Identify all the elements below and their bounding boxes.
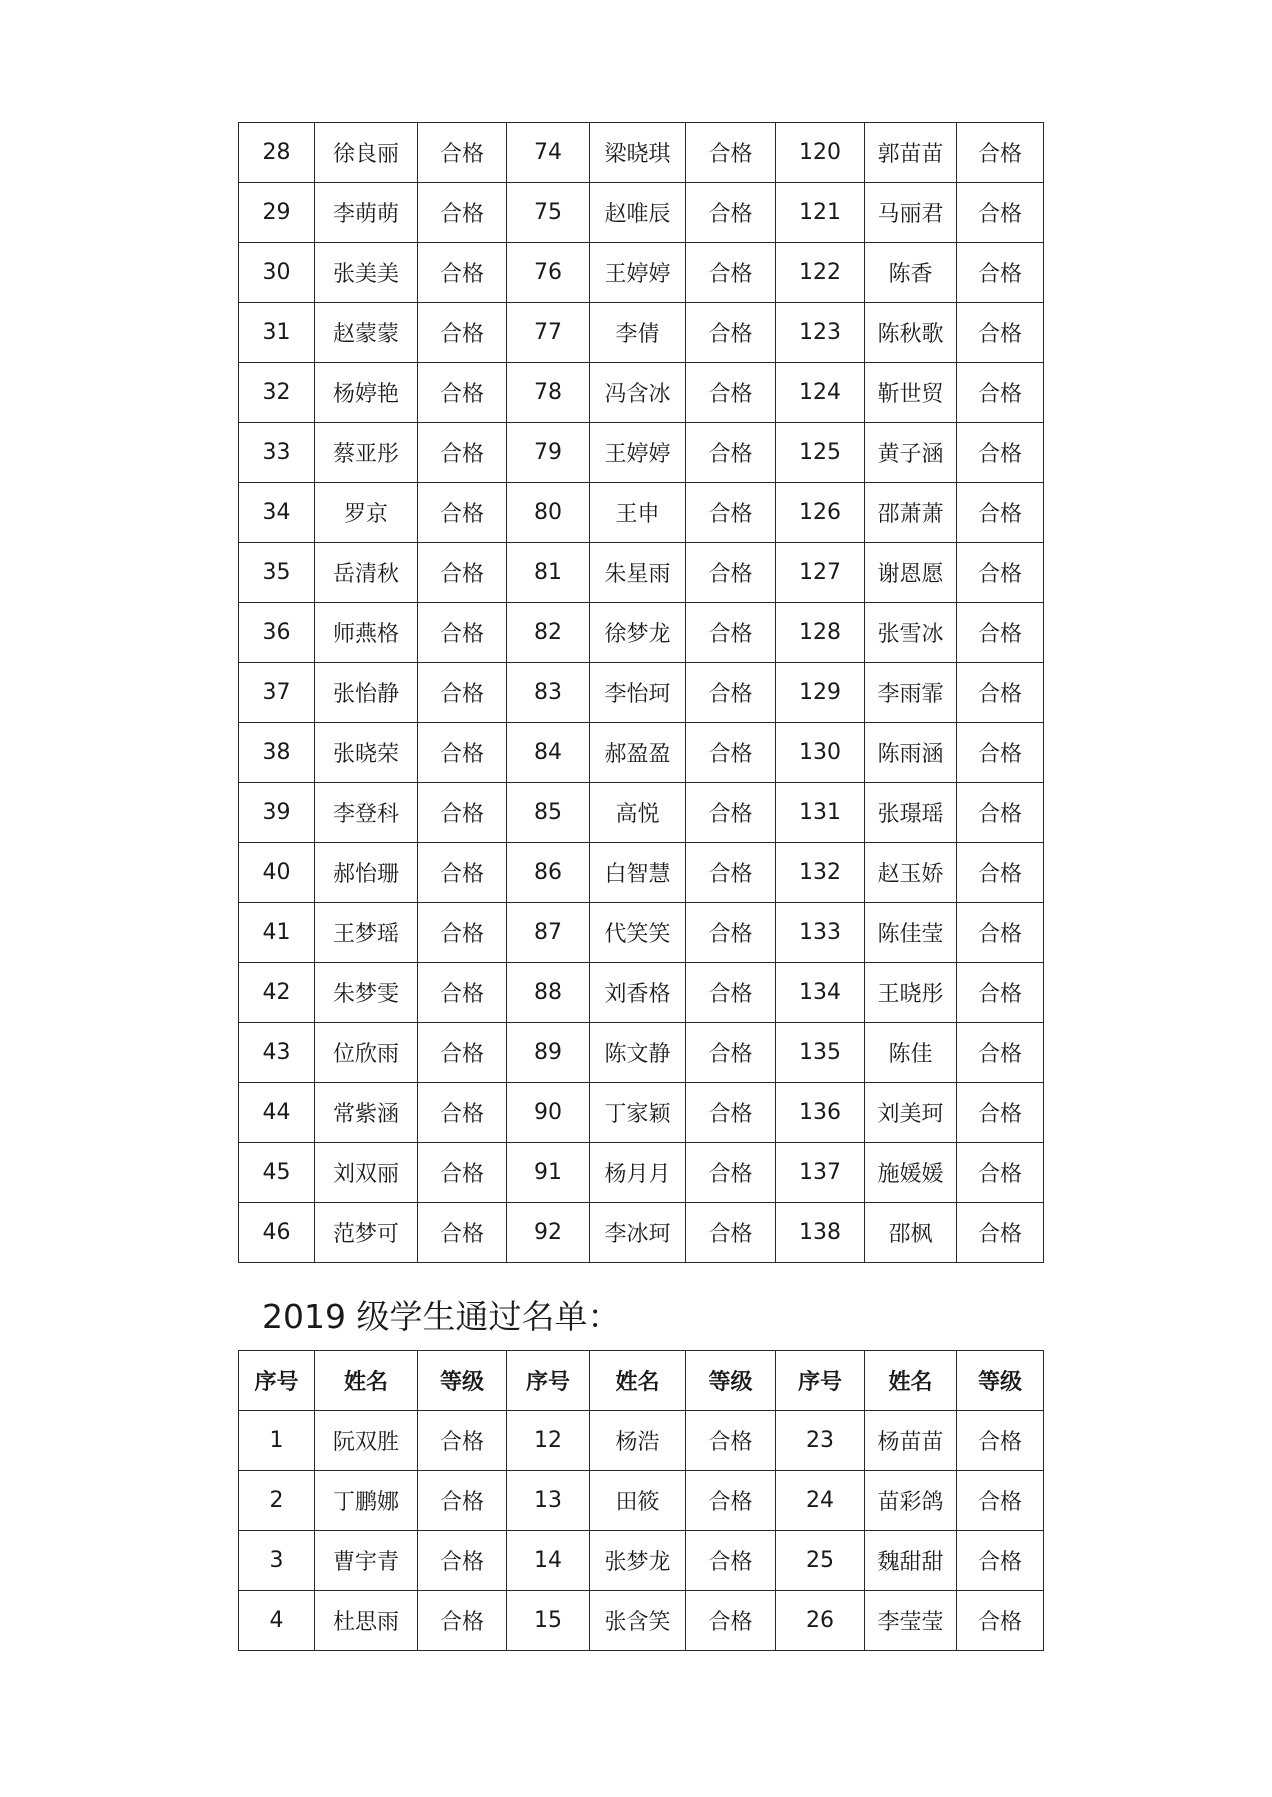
grade-cell: 合格 [686, 1411, 776, 1471]
table-row [239, 303, 1044, 363]
serial-number-cell: 30 [239, 243, 315, 303]
grade-cell: 合格 [418, 483, 507, 543]
grade-cell: 合格 [418, 423, 507, 483]
header-cell: 序号 [776, 1351, 865, 1411]
name-cell: 杜思雨 [315, 1591, 418, 1651]
grade-cell: 合格 [957, 543, 1044, 603]
grade-cell: 合格 [957, 1143, 1044, 1203]
name-cell: 张含笑 [590, 1591, 686, 1651]
serial-number-cell: 44 [239, 1083, 315, 1143]
grade-cell: 合格 [686, 1471, 776, 1531]
name-cell: 冯含冰 [590, 363, 686, 423]
name-cell: 陈佳 [865, 1023, 957, 1083]
grade-cell: 合格 [686, 483, 776, 543]
grade-cell: 合格 [686, 663, 776, 723]
table-row [239, 1471, 1044, 1531]
serial-number-cell: 4 [239, 1591, 315, 1651]
table-row [239, 603, 1044, 663]
name-cell: 张璟瑶 [865, 783, 957, 843]
grade-cell: 合格 [418, 783, 507, 843]
grade-cell: 合格 [686, 543, 776, 603]
name-cell: 李萌萌 [315, 183, 418, 243]
serial-number-cell: 25 [776, 1531, 865, 1591]
name-cell: 靳世贸 [865, 363, 957, 423]
name-cell: 王申 [590, 483, 686, 543]
grade-cell: 合格 [418, 1471, 507, 1531]
grade-cell: 合格 [418, 1023, 507, 1083]
grade-cell: 合格 [957, 123, 1044, 183]
table-row [239, 1023, 1044, 1083]
grade-cell: 合格 [686, 243, 776, 303]
header-cell: 姓名 [865, 1351, 957, 1411]
name-cell: 陈佳莹 [865, 903, 957, 963]
table-row [239, 903, 1044, 963]
name-cell: 丁鹏娜 [315, 1471, 418, 1531]
name-cell: 田筱 [590, 1471, 686, 1531]
serial-number-cell: 41 [239, 903, 315, 963]
table-row [239, 843, 1044, 903]
grade-cell: 合格 [418, 1203, 507, 1263]
serial-number-cell: 90 [507, 1083, 590, 1143]
name-cell: 高悦 [590, 783, 686, 843]
grade-cell: 合格 [957, 1411, 1044, 1471]
name-cell: 丁家颖 [590, 1083, 686, 1143]
table-row [239, 423, 1044, 483]
name-cell: 张晓荣 [315, 723, 418, 783]
grade-cell: 合格 [957, 903, 1044, 963]
serial-number-cell: 128 [776, 603, 865, 663]
serial-number-cell: 83 [507, 663, 590, 723]
name-cell: 王梦瑶 [315, 903, 418, 963]
serial-number-cell: 12 [507, 1411, 590, 1471]
serial-number-cell: 43 [239, 1023, 315, 1083]
grade-cell: 合格 [686, 723, 776, 783]
grade-cell: 合格 [686, 183, 776, 243]
serial-number-cell: 127 [776, 543, 865, 603]
grade-cell: 合格 [418, 603, 507, 663]
serial-number-cell: 121 [776, 183, 865, 243]
serial-number-cell: 137 [776, 1143, 865, 1203]
grade-cell: 合格 [418, 1411, 507, 1471]
grade-cell: 合格 [686, 783, 776, 843]
name-cell: 刘美珂 [865, 1083, 957, 1143]
serial-number-cell: 91 [507, 1143, 590, 1203]
name-cell: 徐梦龙 [590, 603, 686, 663]
name-cell: 李登科 [315, 783, 418, 843]
name-cell: 魏甜甜 [865, 1531, 957, 1591]
name-cell: 位欣雨 [315, 1023, 418, 1083]
name-cell: 陈秋歌 [865, 303, 957, 363]
serial-number-cell: 134 [776, 963, 865, 1023]
serial-number-cell: 131 [776, 783, 865, 843]
serial-number-cell: 122 [776, 243, 865, 303]
grade-cell: 合格 [418, 723, 507, 783]
grade-cell: 合格 [686, 303, 776, 363]
serial-number-cell: 1 [239, 1411, 315, 1471]
grade-cell: 合格 [418, 303, 507, 363]
name-cell: 郝盈盈 [590, 723, 686, 783]
table-row [239, 123, 1044, 183]
name-cell: 梁晓琪 [590, 123, 686, 183]
name-cell: 赵玉娇 [865, 843, 957, 903]
header-cell: 姓名 [590, 1351, 686, 1411]
grade-cell: 合格 [686, 1531, 776, 1591]
table-row [239, 1591, 1044, 1651]
serial-number-cell: 88 [507, 963, 590, 1023]
serial-number-cell: 45 [239, 1143, 315, 1203]
grade-cell: 合格 [957, 723, 1044, 783]
name-cell: 施媛媛 [865, 1143, 957, 1203]
name-cell: 陈雨涵 [865, 723, 957, 783]
serial-number-cell: 129 [776, 663, 865, 723]
serial-number-cell: 36 [239, 603, 315, 663]
grade-cell: 合格 [418, 123, 507, 183]
serial-number-cell: 126 [776, 483, 865, 543]
name-cell: 朱梦雯 [315, 963, 418, 1023]
serial-number-cell: 2 [239, 1471, 315, 1531]
name-cell: 张雪冰 [865, 603, 957, 663]
grade-cell: 合格 [686, 1591, 776, 1651]
serial-number-cell: 42 [239, 963, 315, 1023]
grade-cell: 合格 [957, 303, 1044, 363]
table-header-row [239, 1351, 1044, 1411]
header-cell: 序号 [239, 1351, 315, 1411]
grade-cell: 合格 [418, 183, 507, 243]
table-row [239, 963, 1044, 1023]
grade-cell: 合格 [957, 363, 1044, 423]
name-cell: 阮双胜 [315, 1411, 418, 1471]
serial-number-cell: 26 [776, 1591, 865, 1651]
grade-cell: 合格 [686, 123, 776, 183]
grade-cell: 合格 [957, 783, 1044, 843]
grade-cell: 合格 [957, 483, 1044, 543]
serial-number-cell: 74 [507, 123, 590, 183]
name-cell: 朱星雨 [590, 543, 686, 603]
serial-number-cell: 77 [507, 303, 590, 363]
name-cell: 张怡静 [315, 663, 418, 723]
grade-cell: 合格 [686, 1203, 776, 1263]
header-cell: 姓名 [315, 1351, 418, 1411]
serial-number-cell: 79 [507, 423, 590, 483]
grade-cell: 合格 [957, 1591, 1044, 1651]
serial-number-cell: 39 [239, 783, 315, 843]
name-cell: 李雨霏 [865, 663, 957, 723]
grade-cell: 合格 [686, 963, 776, 1023]
serial-number-cell: 92 [507, 1203, 590, 1263]
serial-number-cell: 136 [776, 1083, 865, 1143]
grade-cell: 合格 [418, 843, 507, 903]
grade-cell: 合格 [686, 1143, 776, 1203]
serial-number-cell: 3 [239, 1531, 315, 1591]
serial-number-cell: 123 [776, 303, 865, 363]
name-cell: 邵萧萧 [865, 483, 957, 543]
table-row [239, 483, 1044, 543]
serial-number-cell: 33 [239, 423, 315, 483]
table-row [239, 363, 1044, 423]
grade-cell: 合格 [686, 903, 776, 963]
name-cell: 李冰珂 [590, 1203, 686, 1263]
header-cell: 序号 [507, 1351, 590, 1411]
serial-number-cell: 34 [239, 483, 315, 543]
serial-number-cell: 23 [776, 1411, 865, 1471]
serial-number-cell: 86 [507, 843, 590, 903]
serial-number-cell: 133 [776, 903, 865, 963]
pass-list-table-2019 [238, 1350, 1044, 1651]
name-cell: 陈文静 [590, 1023, 686, 1083]
table-row [239, 543, 1044, 603]
name-cell: 王婷婷 [590, 423, 686, 483]
serial-number-cell: 15 [507, 1591, 590, 1651]
grade-cell: 合格 [418, 1531, 507, 1591]
name-cell: 李怡珂 [590, 663, 686, 723]
name-cell: 杨月月 [590, 1143, 686, 1203]
grade-cell: 合格 [957, 1531, 1044, 1591]
table-row [239, 1531, 1044, 1591]
grade-cell: 合格 [418, 663, 507, 723]
grade-cell: 合格 [418, 363, 507, 423]
serial-number-cell: 32 [239, 363, 315, 423]
grade-cell: 合格 [686, 1023, 776, 1083]
serial-number-cell: 37 [239, 663, 315, 723]
serial-number-cell: 14 [507, 1531, 590, 1591]
name-cell: 徐良丽 [315, 123, 418, 183]
grade-cell: 合格 [418, 1591, 507, 1651]
header-cell: 等级 [686, 1351, 776, 1411]
grade-cell: 合格 [957, 423, 1044, 483]
table-row [239, 1083, 1044, 1143]
serial-number-cell: 124 [776, 363, 865, 423]
grade-cell: 合格 [957, 603, 1044, 663]
table-row [239, 723, 1044, 783]
name-cell: 谢恩愿 [865, 543, 957, 603]
grade-cell: 合格 [957, 1083, 1044, 1143]
header-cell: 等级 [418, 1351, 507, 1411]
serial-number-cell: 40 [239, 843, 315, 903]
serial-number-cell: 84 [507, 723, 590, 783]
serial-number-cell: 80 [507, 483, 590, 543]
name-cell: 曹宇青 [315, 1531, 418, 1591]
serial-number-cell: 31 [239, 303, 315, 363]
serial-number-cell: 35 [239, 543, 315, 603]
name-cell: 蔡亚彤 [315, 423, 418, 483]
name-cell: 杨婷艳 [315, 363, 418, 423]
name-cell: 岳清秋 [315, 543, 418, 603]
grade-cell: 合格 [686, 1083, 776, 1143]
name-cell: 郭苗苗 [865, 123, 957, 183]
serial-number-cell: 78 [507, 363, 590, 423]
grade-cell: 合格 [418, 1143, 507, 1203]
name-cell: 马丽君 [865, 183, 957, 243]
grade-cell: 合格 [686, 423, 776, 483]
name-cell: 李倩 [590, 303, 686, 363]
serial-number-cell: 89 [507, 1023, 590, 1083]
name-cell: 李莹莹 [865, 1591, 957, 1651]
name-cell: 赵唯辰 [590, 183, 686, 243]
pass-list-table-continued [238, 122, 1044, 1263]
name-cell: 罗京 [315, 483, 418, 543]
serial-number-cell: 38 [239, 723, 315, 783]
name-cell: 杨苗苗 [865, 1411, 957, 1471]
serial-number-cell: 24 [776, 1471, 865, 1531]
table-row [239, 783, 1044, 843]
grade-cell: 合格 [418, 903, 507, 963]
name-cell: 陈香 [865, 243, 957, 303]
serial-number-cell: 75 [507, 183, 590, 243]
grade-cell: 合格 [418, 1083, 507, 1143]
grade-cell: 合格 [957, 183, 1044, 243]
table-row [239, 1203, 1044, 1263]
section-title: 2019 级学生通过名单： [262, 1297, 621, 1336]
grade-cell: 合格 [957, 963, 1044, 1023]
serial-number-cell: 46 [239, 1203, 315, 1263]
serial-number-cell: 132 [776, 843, 865, 903]
serial-number-cell: 87 [507, 903, 590, 963]
name-cell: 王婷婷 [590, 243, 686, 303]
serial-number-cell: 28 [239, 123, 315, 183]
grade-cell: 合格 [957, 1203, 1044, 1263]
grade-cell: 合格 [957, 1471, 1044, 1531]
name-cell: 白智慧 [590, 843, 686, 903]
name-cell: 邵枫 [865, 1203, 957, 1263]
serial-number-cell: 130 [776, 723, 865, 783]
grade-cell: 合格 [957, 1023, 1044, 1083]
serial-number-cell: 76 [507, 243, 590, 303]
table-row [239, 1411, 1044, 1471]
name-cell: 刘香格 [590, 963, 686, 1023]
grade-cell: 合格 [686, 603, 776, 663]
name-cell: 师燕格 [315, 603, 418, 663]
name-cell: 郝怡珊 [315, 843, 418, 903]
name-cell: 张美美 [315, 243, 418, 303]
name-cell: 王晓彤 [865, 963, 957, 1023]
grade-cell: 合格 [418, 543, 507, 603]
table-row [239, 243, 1044, 303]
table-row [239, 1143, 1044, 1203]
name-cell: 黄子涵 [865, 423, 957, 483]
name-cell: 赵蒙蒙 [315, 303, 418, 363]
name-cell: 张梦龙 [590, 1531, 686, 1591]
serial-number-cell: 82 [507, 603, 590, 663]
grade-cell: 合格 [686, 363, 776, 423]
grade-cell: 合格 [957, 663, 1044, 723]
table-row [239, 663, 1044, 723]
serial-number-cell: 120 [776, 123, 865, 183]
serial-number-cell: 29 [239, 183, 315, 243]
name-cell: 范梦可 [315, 1203, 418, 1263]
serial-number-cell: 135 [776, 1023, 865, 1083]
header-cell: 等级 [957, 1351, 1044, 1411]
grade-cell: 合格 [418, 963, 507, 1023]
serial-number-cell: 138 [776, 1203, 865, 1263]
grade-cell: 合格 [957, 843, 1044, 903]
serial-number-cell: 85 [507, 783, 590, 843]
name-cell: 代笑笑 [590, 903, 686, 963]
serial-number-cell: 125 [776, 423, 865, 483]
serial-number-cell: 81 [507, 543, 590, 603]
grade-cell: 合格 [418, 243, 507, 303]
table-row [239, 183, 1044, 243]
serial-number-cell: 13 [507, 1471, 590, 1531]
grade-cell: 合格 [686, 843, 776, 903]
name-cell: 杨浩 [590, 1411, 686, 1471]
name-cell: 刘双丽 [315, 1143, 418, 1203]
name-cell: 苗彩鸽 [865, 1471, 957, 1531]
name-cell: 常紫涵 [315, 1083, 418, 1143]
grade-cell: 合格 [957, 243, 1044, 303]
